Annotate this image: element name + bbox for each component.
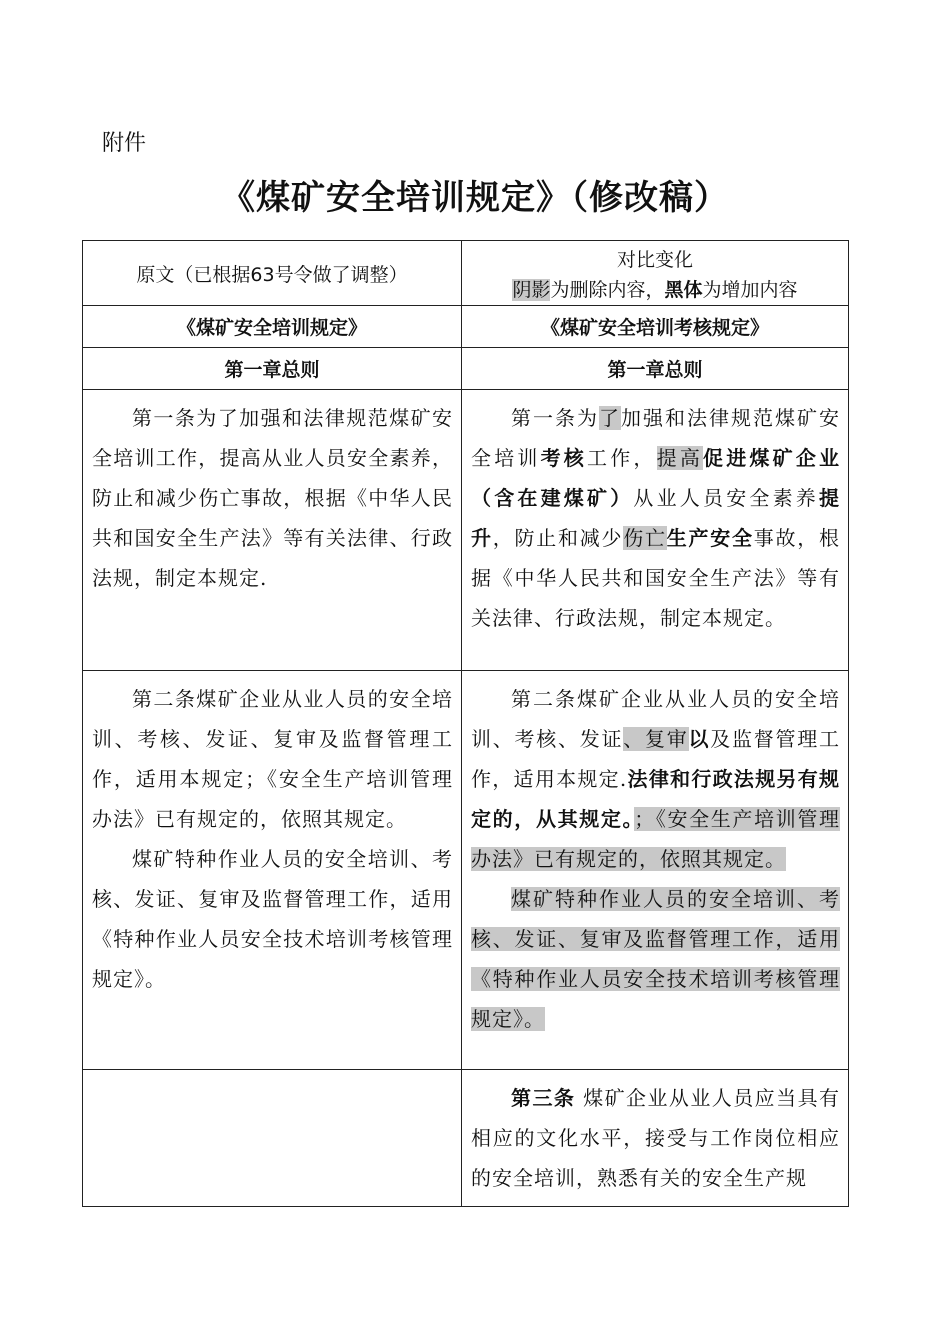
legend-bold-word: 黑体 [664, 279, 703, 301]
article-1-revised: 第一条为了加强和法律规范煤矿安全培训考核工作，提高促进煤矿企业（含在建煤矿）从业人员安全素养提升，防止和减少伤亡生产安全事故，根据《中华人民共和国安全生产法》等有关法律、行政法规，制定本规定。 [471, 406, 841, 630]
header-original [83, 241, 462, 306]
article-2-revised-p2: 煤矿特种作业人员的安全培训、考核、发证、复审及监督管理工作，适用《特种作业人员安全技术培训考核管理规定》。 [471, 887, 840, 1031]
comparison-table [82, 240, 849, 1207]
article-1-row [83, 390, 849, 671]
article-3-revised: 第三条 煤矿企业从业人员应当具有相应的文化水平，接受与工作岗位相应的安全培训，熟悉有关的安全生产规 [471, 1086, 841, 1190]
legend [462, 275, 848, 305]
attachment-label: 附件 [102, 131, 147, 156]
chapter-revised: 第一章总则 [607, 359, 703, 381]
header-changes [462, 241, 849, 306]
header-original-text: 原文（已根据63号令做了调整） [136, 263, 408, 286]
article-3-row [83, 1070, 849, 1207]
legend-bold-desc: 为增加内容 [702, 279, 798, 301]
table-header-row [83, 241, 849, 306]
article-2-row [83, 671, 849, 1070]
regulation-name-row [83, 306, 849, 348]
legend-shaded-desc: 为删除内容， [550, 279, 665, 301]
regulation-name-original: 《煤矿安全培训规定》 [176, 317, 367, 339]
article-1-original: 第一条为了加强和法律规范煤矿安全培训工作，提高从业人员安全素养，防止和减少伤亡事故，根据《中华人民共和国安全生产法》等有关法律、行政法规，制定本规定. [92, 406, 453, 590]
header-changes-title: 对比变化 [616, 249, 693, 271]
document-title: 《煤矿安全培训规定》（修改稿） [221, 178, 729, 218]
article-2-original-p1: 第二条煤矿企业从业人员的安全培训、考核、发证、复审及监督管理工作，适用本规定；《安全生产培训管理办法》已有规定的，依照其规定。 [92, 687, 453, 831]
article-2-original-p2: 煤矿特种作业人员的安全培训、考核、发证、复审及监督管理工作，适用《特种作业人员安全技术培训考核管理规定》。 [92, 847, 453, 991]
article-2-revised-p1: 第二条煤矿企业从业人员的安全培训、考核、发证、复审以及监督管理工作，适用本规定.法律和行政法规另有规定的，从其规定。；《安全生产培训管理办法》已有规定的，依照其规定。 [471, 687, 841, 871]
legend-shaded-word: 阴影 [512, 279, 551, 301]
chapter-row [83, 348, 849, 390]
regulation-name-revised: 《煤矿安全培训考核规定》 [540, 317, 769, 339]
chapter-original: 第一章总则 [224, 359, 320, 381]
